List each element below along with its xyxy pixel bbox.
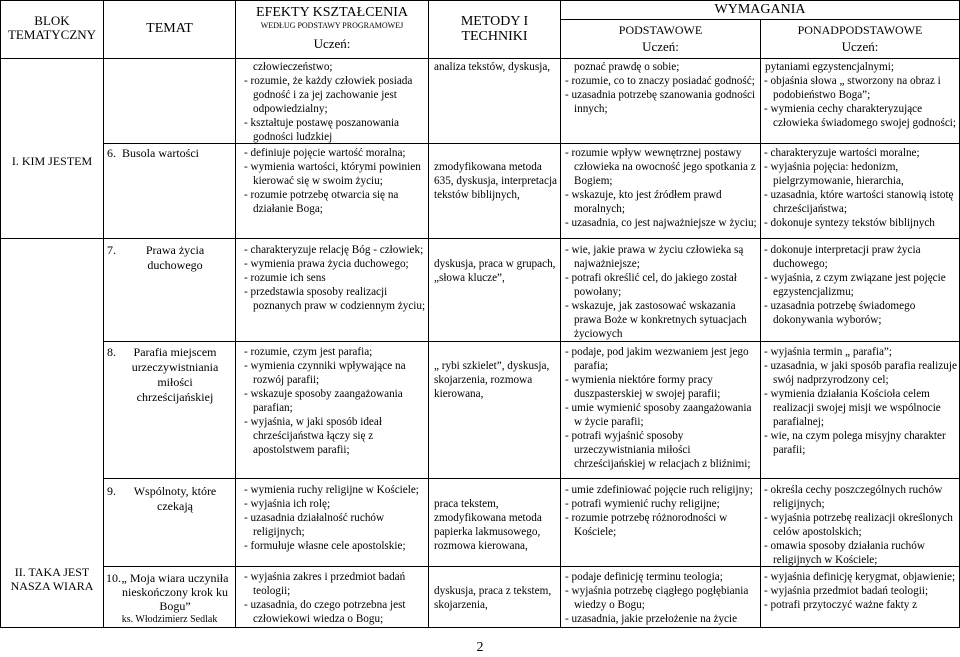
row5-temat-num: 10. <box>106 571 121 585</box>
row4-ponadpodstawowe <box>764 483 957 567</box>
row2-podstawowe <box>565 243 757 341</box>
row5-efekty <box>244 570 426 626</box>
row3-efekty-3: - wyjaśnia, w jaki sposób ideał chrześcijaństwa łączy się z apostolstwem parafii; <box>244 415 426 457</box>
row5-metody: dyskusja, praca z tekstem, skojarzenia, <box>434 585 552 611</box>
row4-ponad-0: - określa cechy poszczególnych ruchów religijnych; <box>764 483 957 511</box>
row2-temat: Prawa życia duchowego <box>145 243 205 272</box>
row0-efekty <box>244 60 426 144</box>
header-ponadpodstawowe-uczen: Uczeń: <box>841 39 879 54</box>
header-efekty-title: EFEKTY KSZTAŁCENIA <box>256 5 408 20</box>
row2-efekty <box>244 243 426 313</box>
header-metody: METODY I TECHNIKI <box>460 14 529 44</box>
row4-efekty <box>244 483 426 553</box>
row1-ponadpodstawowe <box>764 146 957 230</box>
row5-temat: „ Moja wiara uczyniła nieskończony krok ku Bogu” <box>121 571 229 613</box>
header-temat: TEMAT <box>146 21 193 36</box>
col-line-4 <box>560 0 561 628</box>
row4-efekty-2: - uzasadnia działalność ruchów religijnych; <box>244 511 426 539</box>
row1-ponad-0: - charakteryzuje wartości moralne; <box>764 146 957 160</box>
row0-ponad-0: pytaniami egzystencjalnymi; <box>765 61 894 73</box>
row3-podst-3: - potrafi wyjaśnić sposoby urzeczywistniania miłości chrześcijańskiej w relacjach z bliźnimi; <box>565 429 757 471</box>
row4-efekty-3: - formułuje własne cele apostolskie; <box>244 539 426 553</box>
row1-efekty-2: - rozumie potrzebę otwarcia się na działanie Boga; <box>244 188 426 216</box>
row-line-1 <box>103 143 960 144</box>
col-line-1 <box>103 0 104 628</box>
row4-temat: Wspólnoty, które czekają <box>133 484 217 513</box>
row3-efekty-1: - wymienia czynniki wpływające na rozwój parafii; <box>244 359 426 387</box>
row1-ponad-3: - dokonuje syntezy tekstów biblijnych <box>764 216 957 230</box>
row1-podst-2: - uzasadnia, co jest najważniejsze w życiu; <box>565 216 757 230</box>
col-line-5 <box>760 19 761 628</box>
row1-podst-1: - wskazuje, kto jest źródłem prawd moralnych; <box>565 188 757 216</box>
row3-podstawowe <box>565 345 757 471</box>
row5-podst-1: - wyjaśnia potrzebę ciągłego pogłębiania wiedzy o Bogu; <box>565 584 757 612</box>
row2-temat-num: 7. <box>107 243 116 257</box>
row3-temat: Parafia miejscem urzeczywistniania miłości chrześcijańskiej <box>131 345 219 404</box>
row3-podst-0: - podaje, pod jakim wezwaniem jest jego parafia; <box>565 345 757 373</box>
row1-efekty-1: - wymienia wartości, którymi powinien kierować się w swoim życiu; <box>244 160 426 188</box>
row3-ponadpodstawowe <box>764 345 957 457</box>
row3-ponad-1: - uzasadnia, w jaki sposób parafia realizuje swój nadprzyrodzony cel; <box>764 359 957 387</box>
row2-efekty-3: - przedstawia sposoby realizacji poznanych praw w codziennym życiu; <box>244 285 426 313</box>
row3-efekty <box>244 345 426 457</box>
row3-podst-1: - wymienia niektóre formy pracy duszpasterskiej w swojej parafii; <box>565 373 757 401</box>
row5-efekty-1: - uzasadnia, do czego potrzebna jest człowiekowi wiedza o Bogu; <box>244 598 426 626</box>
row1-podst-0: - rozumie wpływ wewnętrznej postawy człowieka na owocność jego spotkania z Bogiem; <box>565 146 757 188</box>
header-podstawowe: PODSTAWOWE <box>618 23 703 37</box>
col-line-0 <box>0 0 1 628</box>
row0-ponadpodstawowe <box>764 60 957 130</box>
row1-temat-text: Busola wartości <box>122 146 199 160</box>
header-bottom-line <box>0 58 960 59</box>
row3-ponad-2: - wymienia działania Kościoła celem realizacji swojej misji we wspólnocie parafialnej; <box>764 387 957 429</box>
row5-podst-2: - uzasadnia, jakie przełożenie na życie <box>565 612 757 626</box>
row0-efekty-0: człowieczeństwo; <box>253 61 333 73</box>
row0-podst-2: - uzasadnia potrzebę szanowania godności innych; <box>565 88 757 116</box>
row1-metody: zmodyfikowana metoda 635, dyskusja, interpretacja tekstów biblijnych, <box>434 161 558 201</box>
header-efekty-sub: WEDŁUG PODSTAWY PROGRAMOWEJ <box>260 21 404 30</box>
row4-podst-1: - potrafi wymienić ruchy religijne; <box>565 497 757 511</box>
header-ponadpodstawowe: PONADPODSTAWOWE <box>797 23 923 37</box>
row2-efekty-1: - wymienia prawa życia duchowego; <box>244 257 426 271</box>
row1-temat-num: 6. <box>107 146 116 160</box>
row4-podst-0: - umie zdefiniować pojęcie ruch religijny; <box>565 483 757 497</box>
row1-podstawowe <box>565 146 757 230</box>
row5-podst-0: - podaje definicję terminu teologia; <box>565 570 757 584</box>
header-efekty-uczen: Uczeń: <box>313 36 351 51</box>
row1-temat <box>107 146 233 161</box>
row0-podst-0: poznać prawdę o sobie; <box>574 61 680 73</box>
row2-ponad-1: - wyjaśnia, z czym związane jest pojęcie egzystencjalizmu; <box>764 271 957 299</box>
row2-podst-1: - potrafi określić cel, do jakiego został powołany; <box>565 271 757 299</box>
row3-metody: „ rybi szkielet”, dyskusja, skojarzenia, rozmowa kierowana, <box>434 360 550 400</box>
row1-efekty <box>244 146 426 216</box>
row4-podst-2: - rozumie potrzebę różnorodności w Kościele; <box>565 511 757 539</box>
row-line-3 <box>103 341 960 342</box>
row4-ponad-2: - omawia sposoby działania ruchów religijnych w Kościele; <box>764 539 957 567</box>
block-label-1: I. KIM JESTEM <box>11 154 93 168</box>
row1-ponad-1: - wyjaśnia pojęcia: hedonizm, pielgrzymowanie, hierarchia, <box>764 160 957 188</box>
row5-ponad-2: - potrafi przytoczyć ważne fakty z <box>764 598 957 612</box>
row2-efekty-2: - rozumie ich sens <box>244 271 426 285</box>
row2-ponad-2: - uzasadnia potrzebę świadomego dokonywania wyborów; <box>764 299 957 327</box>
row3-ponad-3: - wie, na czym polega misyjny charakter parafii; <box>764 429 957 457</box>
row3-efekty-2: - wskazuje sposoby zaangażowania parafian; <box>244 387 426 415</box>
row5-ponadpodstawowe <box>764 570 957 612</box>
row5-efekty-0: - wyjaśnia zakres i przedmiot badań teologii; <box>244 570 426 598</box>
row1-ponad-2: - uzasadnia, które wartości stanowią istotę chrześcijaństwa; <box>764 188 957 216</box>
col-line-2 <box>235 0 236 628</box>
table-border-bottom <box>0 627 960 628</box>
row4-metody: praca tekstem, zmodyfikowana metoda papierka lakmusowego, rozmowa kierowana, <box>434 498 542 552</box>
row3-temat-num: 8. <box>107 345 116 359</box>
row5-podstawowe <box>565 570 757 626</box>
row3-efekty-0: - rozumie, czym jest parafia; <box>244 345 426 359</box>
row5-temat-author: ks. Włodzimierz Sedlak <box>121 614 218 625</box>
row0-podst-1: - rozumie, co to znaczy posiadać godność; <box>565 74 757 88</box>
row0-podstawowe <box>565 60 757 116</box>
row4-podstawowe <box>565 483 757 539</box>
header-podstawowe-uczen: Uczeń: <box>642 39 679 54</box>
row2-podst-2: - wskazuje, jak zastosować wskazania prawa Boże w konkretnych sytuacjach życiowych <box>565 299 757 341</box>
row3-podst-2: - umie wymienić sposoby zaangażowania w życie parafii; <box>565 401 757 429</box>
row2-podst-0: - wie, jakie prawa w życiu człowieka są najważniejsze; <box>565 243 757 271</box>
row5-ponad-0: - wyjaśnia definicję kerygmat, objawienie; <box>764 570 957 584</box>
row2-metody: dyskusja, praca w grupach, „słowa klucze”, <box>434 258 556 284</box>
row5-ponad-1: - wyjaśnia przedmiot badań teologii; <box>764 584 957 598</box>
block-line <box>0 238 103 239</box>
row0-efekty-2: - kształtuje postawę poszanowania godności ludzkiej <box>244 116 426 144</box>
row0-ponad-2: - wymienia cechy charakteryzujące człowieka świadomego swojej godności; <box>764 102 957 130</box>
header-wymagania: WYMAGANIA <box>714 2 806 17</box>
row0-ponad-1: - objaśnia słowa „ stworzony na obraz i podobieństwo Boga”; <box>764 74 957 102</box>
block-label-2: II. TAKA JEST NASZA WIARA <box>10 565 94 593</box>
table-border-top <box>0 0 960 1</box>
row0-efekty-1: - rozumie, że każdy człowiek posiada godność i za jej zachowanie jest odpowiedzialny; <box>244 74 426 116</box>
row2-efekty-0: - charakteryzuje relację Bóg - człowiek; <box>244 243 426 257</box>
page-number: 2 <box>476 640 484 655</box>
row-line-4 <box>103 478 960 479</box>
header-blok: BLOK TEMATYCZNY <box>7 13 97 42</box>
col-line-3 <box>428 0 429 628</box>
row2-ponadpodstawowe <box>764 243 957 327</box>
row4-efekty-1: - wyjaśnia ich rolę; <box>244 497 426 511</box>
row1-efekty-0: - definiuje pojęcie wartość moralna; <box>244 146 426 160</box>
row0-metody: analiza tekstów, dyskusja, <box>434 61 551 73</box>
row4-efekty-0: - wymienia ruchy religijne w Kościele; <box>244 483 426 497</box>
row4-ponad-1: - wyjaśnia potrzebę realizacji określonych celów apostolskich; <box>764 511 957 539</box>
row2-ponad-0: - dokonuje interpretacji praw życia duchowego; <box>764 243 957 271</box>
row-line-2 <box>103 238 960 239</box>
row3-ponad-0: - wyjaśnia termin „ parafia”; <box>764 345 957 359</box>
row4-temat-num: 9. <box>107 484 116 498</box>
